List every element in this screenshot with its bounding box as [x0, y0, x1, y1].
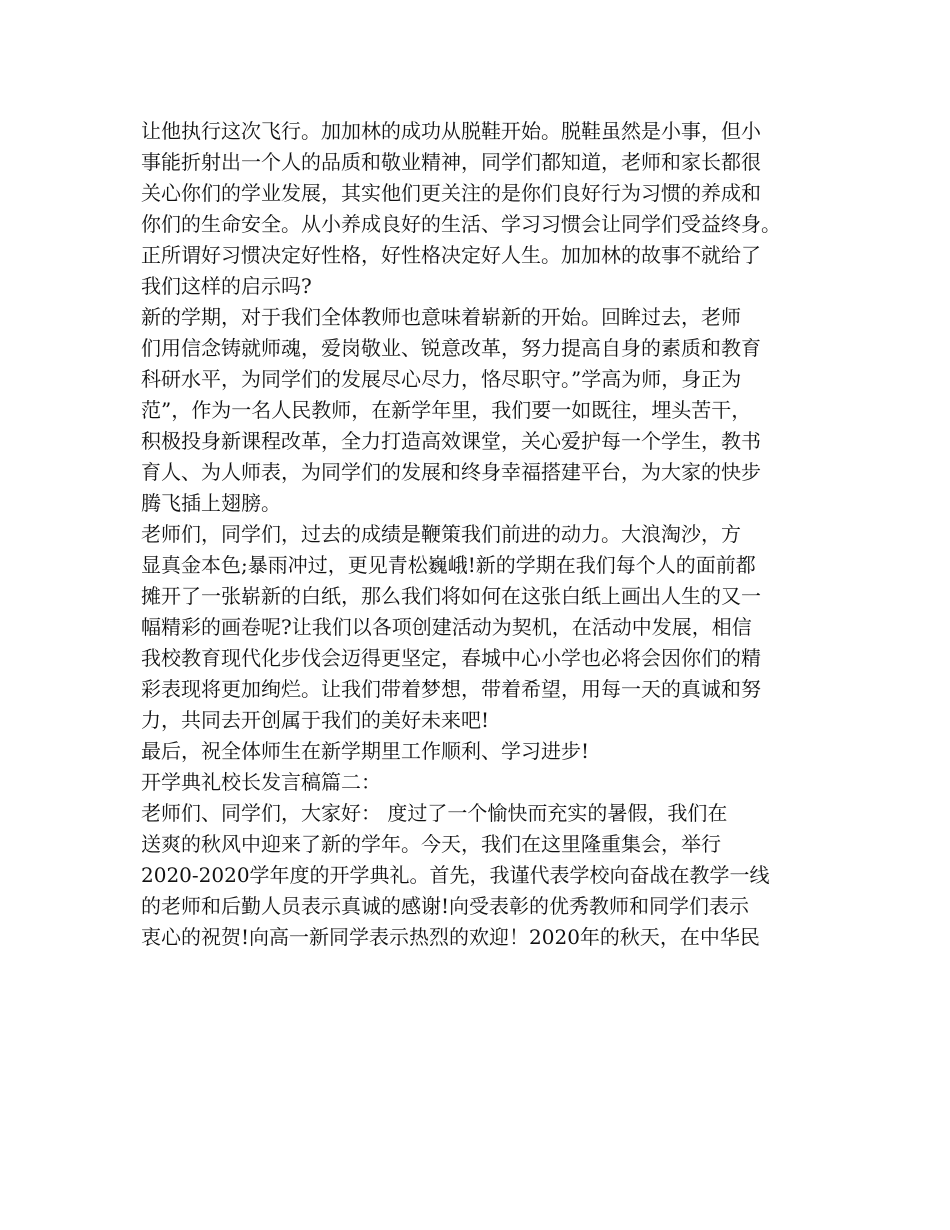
section-heading: 开学典礼校长发言稿篇二： — [141, 770, 381, 794]
text-line: 老师们、同学们，大家好： 度过了一个愉快而充实的暑假，我们在 — [141, 801, 728, 825]
text-line: 最后，祝全体师生在新学期里工作顺利、学习进步! — [141, 739, 590, 763]
text-line: 让他执行这次飞行。加加林的成功从脱鞋开始。脱鞋虽然是小事，但小 — [141, 119, 761, 143]
text-line: 育人、为人师表，为同学们的发展和终身幸福搭建平台，为大家的快步 — [141, 460, 761, 484]
text-line: 幅精彩的画卷呢?让我们以各项创建活动为契机，在活动中发展，相信 — [141, 615, 752, 639]
text-line: 科研水平，为同学们的发展尽心尽力，恪尽职守。”学高为师，身正为 — [141, 367, 742, 391]
text-line: 我校教育现代化步伐会迈得更坚定，春城中心小学也必将会因你们的精 — [141, 646, 761, 670]
text-line: 你们的生命安全。从小养成良好的生活、学习习惯会让同学们受益终身。 — [141, 212, 781, 236]
text-line: 衷心的祝贺!向高一新同学表示热烈的欢迎！2020年的秋天，在中华民 — [141, 925, 760, 949]
text-line: 送爽的秋风中迎来了新的学年。今天，我们在这里隆重集会，举行 — [141, 832, 721, 856]
text-line: 显真金本色;暴雨冲过，更见青松巍峨!新的学期在我们每个人的面前都 — [141, 553, 756, 577]
text-line: 的老师和后勤人员表示真诚的感谢!向受表彰的优秀教师和同学们表示 — [141, 894, 750, 918]
text-line: 我们这样的启示吗? — [141, 274, 312, 298]
text-line: 新的学期，对于我们全体教师也意味着崭新的开始。回眸过去，老师 — [141, 305, 741, 329]
document-body — [141, 116, 821, 953]
text-line: 正所谓好习惯决定好性格，好性格决定好人生。加加林的故事不就给了 — [141, 243, 761, 267]
text-line: 积极投身新课程改革，全力打造高效课堂，关心爱护每一个学生，教书 — [141, 429, 761, 453]
text-line: 们用信念铸就师魂，爱岗敬业、锐意改革，努力提高自身的素质和教育 — [141, 336, 761, 360]
text-line: 老师们，同学们，过去的成绩是鞭策我们前进的动力。大浪淘沙，方 — [141, 522, 741, 546]
text-line: 力，共同去开创属于我们的美好未来吧! — [141, 708, 490, 732]
text-line: 关心你们的学业发展，其实他们更关注的是你们良好行为习惯的养成和 — [141, 181, 761, 205]
text-line: 腾飞插上翅膀。 — [141, 491, 281, 515]
text-line: 事能折射出一个人的品质和敬业精神，同学们都知道，老师和家长都很 — [141, 150, 761, 174]
text-line: 范”，作为一名人民教师，在新学年里，我们要一如既往，埋头苦干， — [141, 398, 752, 422]
text-line: 摊开了一张崭新的白纸，那么我们将如何在这张白纸上画出人生的又一 — [141, 584, 761, 608]
text-line: 2020-2020学年度的开学典礼。首先，我谨代表学校向奋战在教学一线 — [141, 863, 770, 887]
text-line: 彩表现将更加绚烂。让我们带着梦想，带着希望，用每一天的真诚和努 — [141, 677, 761, 701]
